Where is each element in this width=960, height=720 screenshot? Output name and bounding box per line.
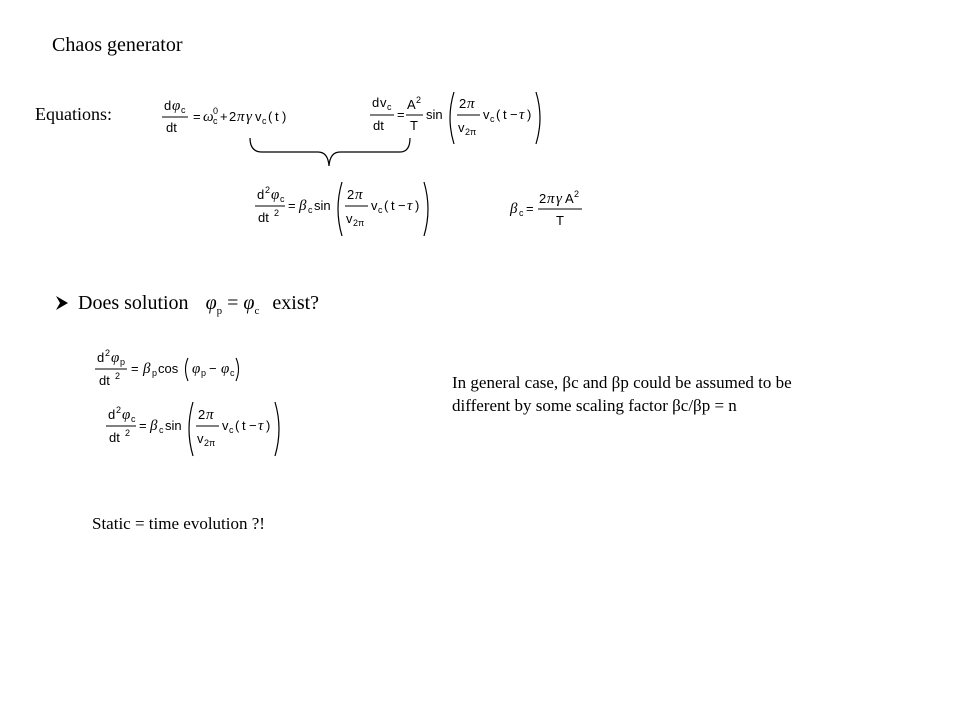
eq1-rparen: )	[282, 109, 287, 124]
eq5-phi1-sub: p	[201, 368, 207, 378]
eq2-equals: =	[397, 107, 405, 122]
eq6-equals: =	[139, 418, 147, 433]
eq4-beta-sub: c	[519, 208, 524, 218]
scaling-note	[452, 371, 792, 417]
eq6-v2pi: v	[197, 431, 204, 446]
scaling-note-line-2: different by some scaling factor βc/βp = n	[452, 396, 737, 415]
eq5-phi2-sub: c	[230, 368, 235, 378]
eq3-tau: τ	[407, 198, 413, 214]
eq2-T: T	[410, 118, 418, 133]
eq5-minus: −	[209, 361, 217, 376]
eq1-num-d: d	[164, 98, 172, 113]
eq3-minus: −	[398, 198, 406, 213]
eq6-pi: π	[206, 407, 214, 423]
eq1-omega-sub: c	[213, 116, 218, 126]
eq2-rparen: )	[527, 107, 532, 122]
eq5-equals: =	[131, 361, 139, 376]
eq6-num-sq: 2	[116, 405, 122, 415]
eq5-den: dt	[99, 373, 110, 388]
bullet-arrow-icon	[54, 292, 78, 315]
eq3-den: dt	[258, 210, 269, 225]
eq3-vc: v	[371, 198, 378, 213]
combining-brace	[240, 136, 420, 176]
eq1-lparen: (	[268, 109, 273, 124]
eq5-phi1: φ	[192, 361, 201, 377]
eq4-A-sq: 2	[574, 189, 580, 199]
eq6-num-phi: φ	[122, 407, 131, 423]
phi-c-sub: c	[254, 305, 260, 317]
eq4-equals: =	[526, 201, 534, 216]
eq2-sin: sin	[426, 107, 443, 122]
eq1-num-phi: φ	[172, 98, 181, 114]
eq6-lparen: (	[235, 418, 240, 433]
eq5-phi2: φ	[221, 361, 230, 377]
eq1-two: 2	[229, 109, 237, 124]
eq2-tau: τ	[519, 107, 525, 123]
eq2-num-sub: c	[387, 102, 392, 112]
eq6-rparen: )	[266, 418, 271, 433]
eq1-plus: +	[220, 109, 228, 124]
eq4-pi: π	[547, 191, 555, 207]
eq3-beta: β	[299, 198, 307, 214]
eq6-beta: β	[150, 418, 158, 434]
eq6-minus: −	[249, 418, 257, 433]
bullet-equals: =	[227, 292, 239, 314]
eq3-lparen: (	[384, 198, 389, 213]
equations-label: Equations:	[35, 104, 112, 124]
eq6-num-sub: c	[131, 414, 136, 424]
eq6-num-d: d	[108, 407, 116, 422]
equation-phase-rate	[162, 95, 302, 139]
eq3-num-d: d	[257, 187, 265, 202]
equation-beta-definition	[508, 188, 598, 232]
eq3-pi: π	[355, 187, 363, 203]
eq5-cos: cos	[158, 361, 179, 376]
eq2-v2pi-sub: 2π	[465, 127, 477, 137]
eq1-den: dt	[166, 120, 177, 135]
eq1-pi: π	[237, 109, 245, 125]
eq2-lparen: (	[496, 107, 501, 122]
eq6-two: 2	[198, 407, 206, 422]
eq5-beta: β	[143, 361, 151, 377]
eq3-beta-sub: c	[308, 205, 313, 215]
phi-c: φ	[243, 292, 255, 314]
eq6-vc-sub: c	[229, 425, 234, 435]
bullet-suffix: exist?	[272, 292, 320, 314]
equation-combined	[255, 180, 445, 240]
eq2-A-sq: 2	[416, 95, 422, 105]
eq1-t: t	[275, 109, 279, 124]
eq4-two: 2	[539, 191, 547, 206]
eq2-A: A	[407, 97, 416, 112]
eq4-gamma: γ	[556, 191, 562, 207]
eq1-num-sub: c	[181, 105, 186, 115]
eq1-omega-sup: 0	[213, 106, 219, 116]
eq2-minus: −	[510, 107, 518, 122]
bullet-question	[54, 292, 319, 317]
eq6-t: t	[242, 418, 246, 433]
eq3-equals: =	[288, 198, 296, 213]
eq3-v2pi-sub: 2π	[353, 218, 365, 228]
eq2-num-d: d	[372, 95, 380, 110]
eq2-vc: v	[483, 107, 490, 122]
phi-p-sub: p	[216, 305, 223, 317]
eq3-t: t	[391, 198, 395, 213]
eq5-num-d: d	[97, 350, 105, 365]
eq2-vc-sub: c	[490, 114, 495, 124]
eq6-den: dt	[109, 430, 120, 445]
eq6-vc: v	[222, 418, 229, 433]
eq2-num-v: v	[380, 95, 387, 110]
slide-title: Chaos generator	[52, 34, 183, 56]
eq3-two: 2	[347, 187, 355, 202]
eq6-beta-sub: c	[159, 425, 164, 435]
scaling-note-line-1: In general case, βc and βp could be assumed to be	[452, 373, 792, 392]
eq4-A: A	[565, 191, 574, 206]
eq2-den: dt	[373, 118, 384, 133]
eq3-sin: sin	[314, 198, 331, 213]
eq6-sin: sin	[165, 418, 182, 433]
eq5-beta-sub: p	[152, 368, 158, 378]
eq1-gamma: γ	[246, 109, 252, 125]
eq1-equals: =	[193, 109, 201, 124]
eq3-rparen: )	[415, 198, 420, 213]
bullet-prefix: Does solution	[78, 292, 189, 314]
eq5-den-sq: 2	[115, 371, 121, 381]
eq2-t: t	[503, 107, 507, 122]
eq1-v: v	[255, 109, 262, 124]
eq6-den-sq: 2	[125, 428, 131, 438]
eq3-num-sub: c	[280, 194, 285, 204]
eq3-v2pi: v	[346, 211, 353, 226]
eq4-T: T	[556, 213, 564, 228]
eq5-num-sq: 2	[105, 348, 111, 358]
eq5-num-sub: p	[120, 357, 126, 367]
eq2-pi: π	[467, 96, 475, 112]
eq3-num-phi: φ	[271, 187, 280, 203]
eq4-beta: β	[510, 201, 518, 217]
eq1-omega: ω	[203, 109, 214, 125]
eq2-two: 2	[459, 96, 467, 111]
eq2-v2pi: v	[458, 120, 465, 135]
eq1-v-sub: c	[262, 116, 267, 126]
equation-generator	[106, 400, 306, 460]
eq3-vc-sub: c	[378, 205, 383, 215]
eq3-num-sq: 2	[265, 185, 271, 195]
phi-p: φ	[205, 292, 217, 314]
equation-pendulum	[95, 346, 275, 392]
static-remark: Static = time evolution ?!	[92, 514, 265, 533]
eq6-v2pi-sub: 2π	[204, 438, 216, 448]
eq5-num-phi: φ	[111, 350, 120, 366]
eq6-tau: τ	[258, 418, 264, 434]
eq3-den-sq: 2	[274, 208, 280, 218]
